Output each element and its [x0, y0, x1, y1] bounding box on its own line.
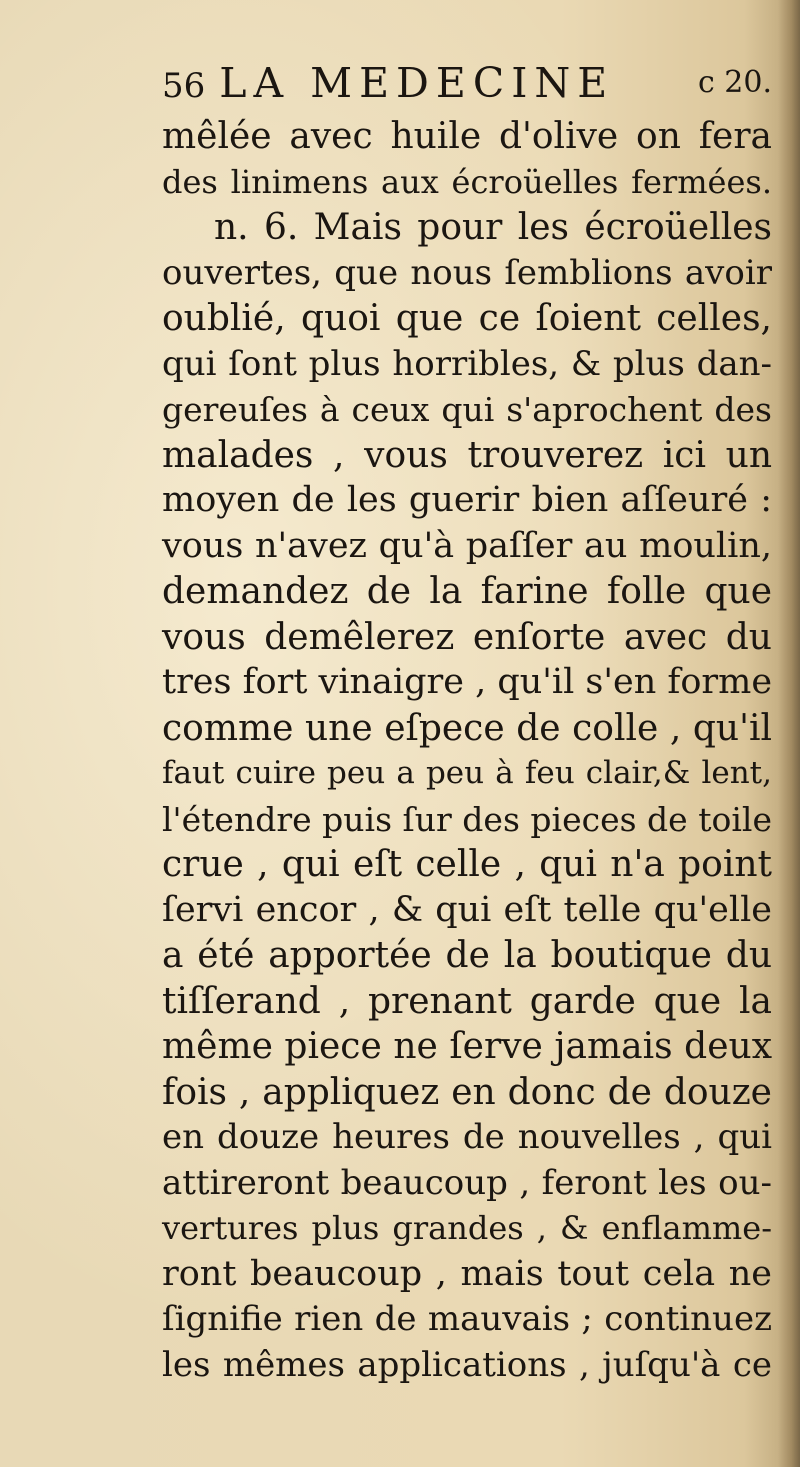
text-line: tiſſerand , prenant garde que la	[162, 980, 772, 1022]
text-line: en douze heures de nouvelles , qui	[162, 1117, 772, 1157]
page-edge-shadow	[778, 0, 800, 1467]
text-line: ſignifie rien de mauvais ; continuez	[162, 1299, 772, 1339]
text-line: comme une eſpece de colle , qu'il	[162, 707, 772, 749]
text-line: a été apportée de la boutique du	[162, 935, 772, 976]
text-line: ſervi encor , & qui eſt telle qu'elle	[162, 889, 772, 930]
running-head	[162, 52, 772, 114]
text-line: gereuſes à ceux qui s'aprochent des	[162, 390, 772, 429]
text-line: ront beaucoup , mais tout cela ne	[162, 1253, 772, 1294]
text-line: crue , qui eſt celle , qui n'a point	[162, 844, 772, 885]
text-line: moyen de les guerir bien aſſeuré :	[162, 480, 772, 520]
signature-mark: c 20.	[697, 65, 772, 100]
text-line: oublié, quoi que ce ſoient celles,	[162, 298, 772, 339]
text-line: vous demêlerez enſorte avec du	[162, 616, 772, 658]
text-line: fois , appliquez en donc de douze	[162, 1071, 772, 1113]
text-block	[162, 52, 772, 1388]
text-line: l'étendre puis ſur des pieces de toile	[162, 799, 772, 839]
text-line: tres fort vinaigre , qu'il s'en forme	[162, 662, 773, 702]
text-line: des linimens aux écroüelles fermées.	[162, 162, 772, 201]
page-number: 56	[162, 66, 206, 106]
text-line: ouvertes, que nous ſemblions avoir	[162, 252, 772, 293]
text-line: faut cuire peu a peu à feu clair,& lent,	[162, 755, 772, 791]
running-title: LA MEDECINE	[219, 59, 615, 107]
text-line: vertures plus grandes , & enflamme-	[162, 1209, 772, 1247]
text-line: vous n'avez qu'à paſſer au moulin,	[162, 525, 772, 566]
text-line: qui ſont plus horribles, & plus dan-	[162, 343, 772, 384]
paragraph-start-line: n. 6. Mais pour les écroüelles	[214, 207, 772, 248]
text-line: même piece ne ſerve jamais deux	[162, 1026, 772, 1067]
text-line: les mêmes applications , juſqu'à ce	[162, 1344, 772, 1385]
text-line: malades , vous trouverez ici un	[162, 434, 772, 476]
text-line: mêlée avec huile d'olive on fera	[162, 116, 772, 157]
text-line: attireront beaucoup , feront les ou-	[162, 1162, 772, 1203]
text-line: demandez de la farine folle que	[162, 571, 772, 612]
